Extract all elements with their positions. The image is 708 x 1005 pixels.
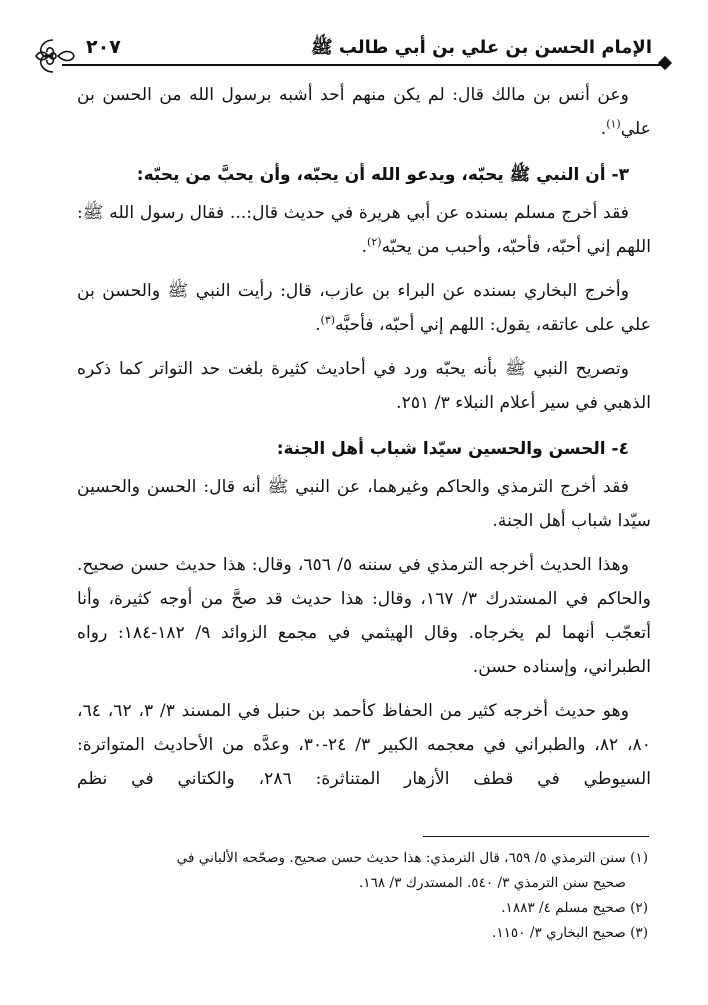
footnote-1-continuation: صحيح سنن الترمذي ٣/ ٥٤٠. المستدرك ٣/ ١٦٨. xyxy=(358,875,626,891)
footnote-separator xyxy=(423,836,649,837)
page-header xyxy=(30,30,670,70)
paragraph: وتصريح النبي ﷺ بأنه يحبّه ورد في أحاديث كثيرة بلغت حد التواتر كما ذكره الذهبي في سير أعلام النبلاء ٣/ ٢٥١. xyxy=(77,359,651,413)
paragraph-text: وأخرج البخاري بسنده عن البراء بن عازب، قال: رأيت النبي ﷺ والحسن بن علي على عاتقه، يقول: اللهم إني أحبّه، فأحبَّه xyxy=(77,281,651,335)
footnotes xyxy=(40,846,648,946)
paragraph-text: فقد أخرج مسلم بسنده عن أبي هريرة في حديث قال:... فقال رسول الله ﷺ: اللهم إني أحبّه، فأحبّه، وأحبب من يحبّه xyxy=(77,203,651,257)
footnote-3: (٣) صحيح البخاري ٣/ ١١٥٠. xyxy=(492,925,648,941)
running-title: الإمام الحسن بن علي بن أبي طالب ﷺ xyxy=(310,37,652,58)
main-text xyxy=(77,78,651,796)
paragraph: فقد أخرج الترمذي والحاكم وغيرهما، عن النبي ﷺ أنه قال: الحسن والحسين سيّدا شباب أهل الجنة. xyxy=(77,477,651,531)
paragraph: وعن أنس بن مالك قال: لم يكن منهم أحد أشبه برسول الله من الحسن بن علي$^{(١)}$. xyxy=(77,85,651,139)
header-rule xyxy=(62,64,666,66)
floral-ornament-icon xyxy=(30,34,76,78)
section-heading-3: ٣- أن النبي ﷺ يحبّه، ويدعو الله أن يحبّه، وأن يحبَّ من يحبّه: xyxy=(136,165,629,185)
footnote-2: (٢) صحيح مسلم ٤/ ١٨٨٣. xyxy=(501,900,648,916)
page-number: ٢٠٧ xyxy=(86,36,121,58)
paragraph: فقد أخرج مسلم بسنده عن أبي هريرة في حديث قال:... فقال رسول الله ﷺ: اللهم إني أحبّه، فأحبّه، وأحبب من يحبّه$^{(٢)}$. xyxy=(77,203,651,257)
footnote-ref[interactable]: (٢) xyxy=(367,235,382,249)
paragraph-text: وعن أنس بن مالك قال: لم يكن منهم أحد أشبه برسول الله من الحسن بن علي xyxy=(77,85,651,139)
footnote-ref[interactable]: (٣) xyxy=(320,313,336,327)
paragraph: وهو حديث أخرجه كثير من الحفاظ كأحمد بن حنبل في المسند ٣/ ٣، ٦٢، ٦٤، ٨٠، ٨٢، والطبراني في معجمه الكبير ٣/ ٢٤-٣٠، وعدَّه من الأحاديث المتواترة: السيوطي في قطف الأزهار المتناثرة: ٢٨٦، والكتاني في نظم xyxy=(77,701,651,789)
paragraph: وأخرج البخاري بسنده عن البراء بن عازب، قال: رأيت النبي ﷺ والحسن بن علي على عاتقه، يقول: اللهم إني أحبّه، فأحبَّه$^{(٣)}$. xyxy=(77,281,651,335)
footnote-1: (١) سنن الترمذي ٥/ ٦٥٩، قال الترمذي: هذا حديث حسن صحيح. وصحّحه الألباني في xyxy=(176,850,648,866)
footnote-ref[interactable]: (١) xyxy=(606,117,621,131)
paragraph: وهذا الحديث أخرجه الترمذي في سننه ٥/ ٦٥٦، وقال: هذا حديث حسن صحيح. والحاكم في المستدرك ٣/ ١٦٧، وقال: هذا حديث قد صحَّ من أوجه كثيرة، وأنا أتعجّب أنهما لم يخرجاه. وقال الهيثمي في مجمع الزوائد ٩/ ١٨٢-١٨٤: رواه الطبراني، وإسناده حسن. xyxy=(77,555,651,677)
header-diamond-ornament xyxy=(658,56,672,70)
section-heading-4: ٤- الحسن والحسين سيّدا شباب أهل الجنة: xyxy=(276,439,629,459)
